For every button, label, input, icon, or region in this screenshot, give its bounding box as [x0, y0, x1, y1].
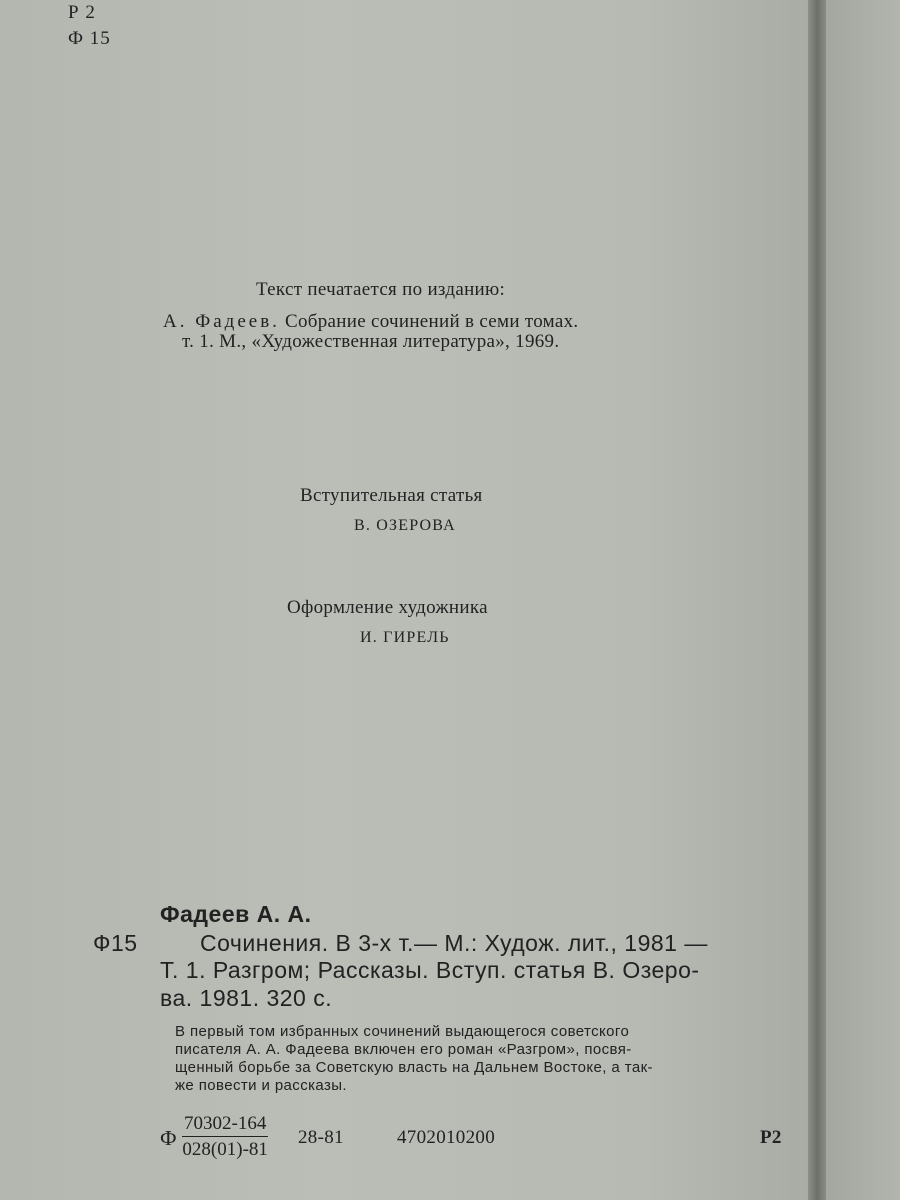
book-gutter — [808, 0, 826, 1200]
bib-line-1: Сочинения. В 3-х т.— М.: Худож. лит., 1981 — — [200, 930, 708, 956]
footer-code-b: 4702010200 — [397, 1127, 495, 1148]
foreword-author: В. ОЗЕРОВА — [354, 517, 456, 534]
footer-fraction — [182, 1113, 268, 1161]
bib-line-2: Т. 1. Разгром; Рассказы. Вступ. статья В. Озеро- — [160, 957, 700, 983]
fraction-numerator: 70302-164 — [182, 1113, 268, 1137]
source-intro: Текст печатается по изданию: — [256, 279, 506, 300]
bib-author: Фадеев А. А. — [160, 901, 312, 927]
annotation-line-1: В первый том избранных сочинений выдающегося советского — [175, 1023, 630, 1040]
classification-code: Р 2 — [68, 2, 96, 23]
footer-prefix: Ф — [160, 1126, 177, 1150]
source-author: А. Фадеев. — [163, 311, 280, 332]
design-author: И. ГИРЕЛЬ — [360, 629, 450, 646]
adjacent-page-edge — [826, 0, 900, 1200]
source-line-1 — [163, 311, 578, 333]
annotation-line-2: писателя А. А. Фадеева включен его роман «Разгром», посвя- — [175, 1041, 632, 1058]
source-line-2: т. 1. М., «Художественная литература», 1969. — [182, 331, 560, 352]
bib-line-3: ва. 1981. 320 с. — [160, 985, 333, 1011]
design-label: Оформление художника — [287, 597, 488, 618]
annotation-line-3: щенный борьбе за Советскую власть на Дальнем Востоке, а так- — [175, 1059, 653, 1076]
footer-class-code: Р2 — [760, 1127, 782, 1148]
footer-code-a: 28-81 — [298, 1127, 344, 1148]
fraction-denominator: 028(01)-81 — [182, 1139, 268, 1160]
foreword-label: Вступительная статья — [300, 485, 483, 506]
author-mark: Ф 15 — [68, 28, 111, 49]
bib-index: Ф15 — [93, 930, 138, 956]
source-title: Собрание сочинений в семи томах. — [284, 311, 579, 332]
annotation-line-4: же повести и рассказы. — [175, 1077, 347, 1094]
